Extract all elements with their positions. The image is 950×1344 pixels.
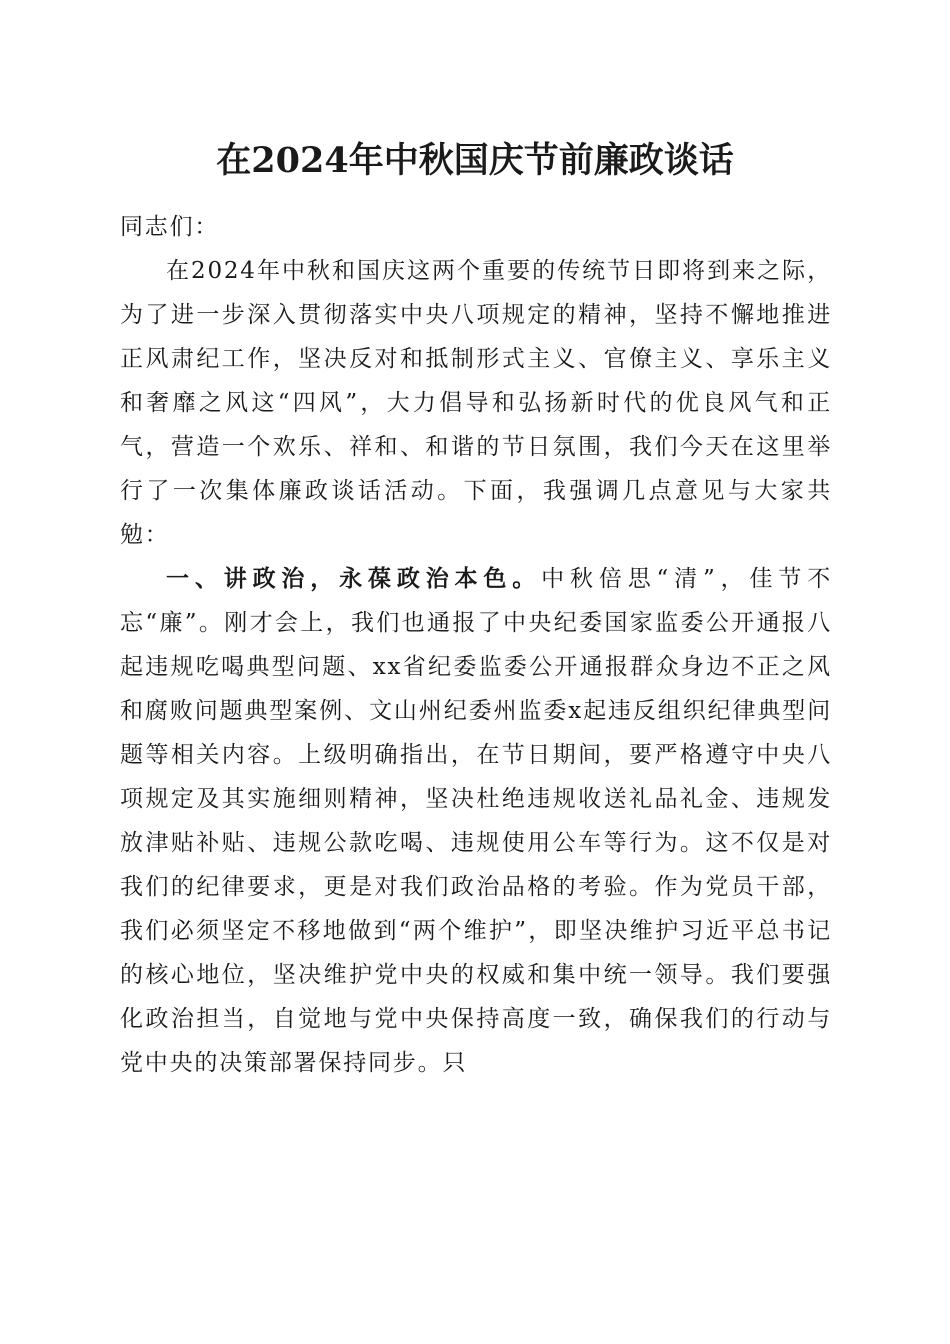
paragraph-section-1 xyxy=(120,557,832,1085)
salutation: 同志们： xyxy=(120,214,220,240)
paragraph-text: 中秋倍思“清”，佳节不忘“廉”。刚才会上，我们也通报了中央纪委国家监委公开通报八起违规吃喝典型问题、xx省纪委监委公开通报群众身边不正之风和腐败问题典型案例、文山州纪委州监委x起违反组织纪律典型问题等相关内容。上级明确指出，在节日期间，要严格遵守中央八项规定及其实施细则精神，坚决杜绝违规收送礼品礼金、违规发放津贴补贴、违规公款吃喝、违规使用公车等行为。这不仅是对我们的纪律要求，更是对我们政治品格的考验。作为党员干部，我们必须坚定不移地做到“两个维护”，即坚决维护习近平总书记的核心地位，坚决维护党中央的权威和集中统一领导。我们要强化政治担当，自觉地与党中央保持高度一致，确保我们的行动与党中央的决策部署保持同步。只 xyxy=(120,566,832,1076)
paragraph-text: 在2024年中秋和国庆这两个重要的传统节日即将到来之际，为了进一步深入贯彻落实中央八项规定的精神，坚持不懈地推进正风肃纪工作，坚决反对和抵制形式主义、官僚主义、享乐主义和奢靡之风这“四风”，大力倡导和弘扬新时代的优良风气和正气，营造一个欢乐、祥和、和谐的节日氛围，我们今天在这里举行了一次集体廉政谈话活动。下面，我强调几点意见与大家共勉： xyxy=(120,258,832,548)
section-heading: 一、讲政治，永葆政治本色。 xyxy=(166,565,542,592)
document-title: 在2024年中秋国庆节前廉政谈话 xyxy=(216,140,734,181)
paragraph-intro xyxy=(120,249,832,557)
document-body xyxy=(120,205,832,1085)
